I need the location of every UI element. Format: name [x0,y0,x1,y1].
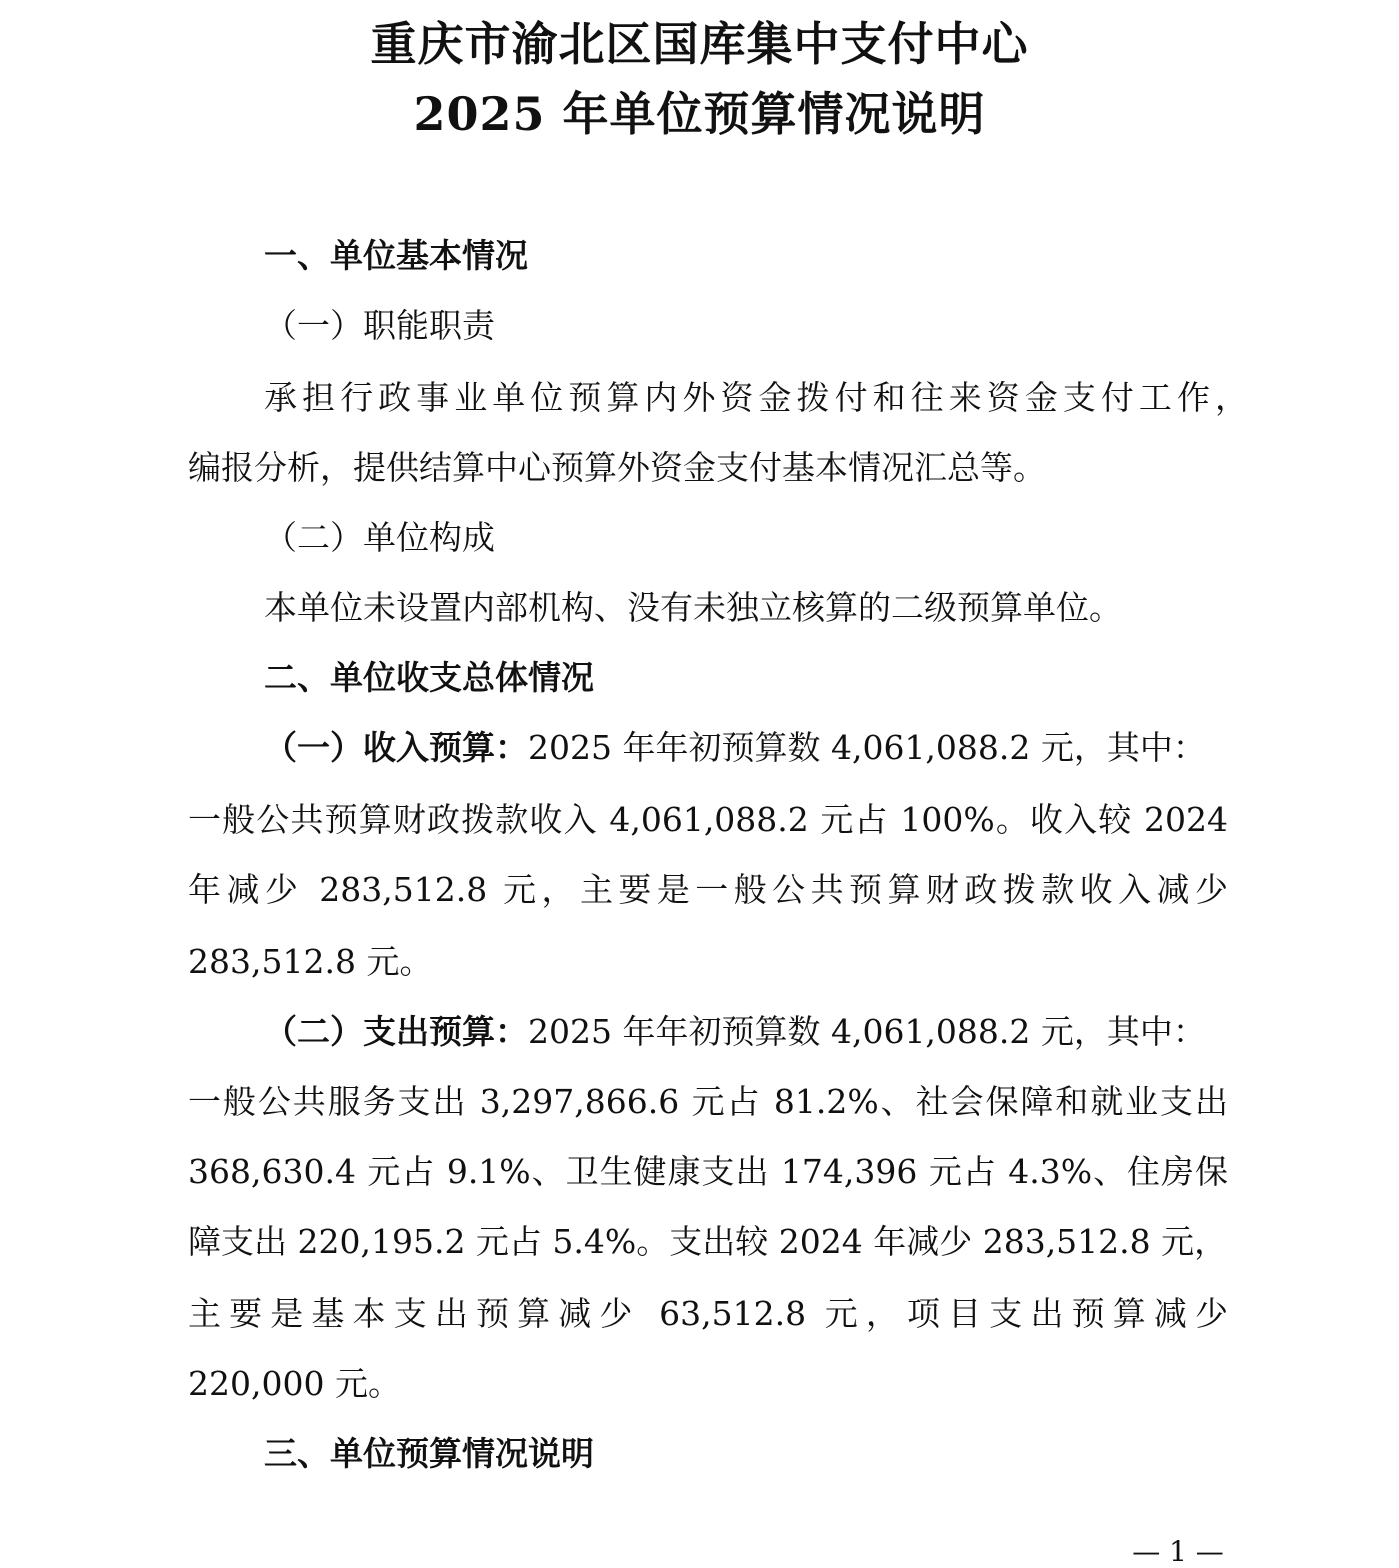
expense-line2: 一般公共服务支出 3,297,866.6 元占 81.2%、社会保障和就业支出 [188,1082,1228,1121]
income-line4: 283,512.8 元。 [188,942,433,981]
expense-line6: 220,000 元。 [188,1364,401,1403]
expense-line5: 主要是基本支出预算减少 63,512.8 元，项目支出预算减少 [188,1294,1228,1333]
income-label: （一）收入预算： [264,728,528,767]
expense-line1 [264,1012,1248,1052]
section3-heading: 三、单位预算情况说明 [264,1434,594,1473]
document-title-line1: 重庆市渝北区国库集中支付中心 [370,17,1029,71]
section1-sub2-heading: （二）单位构成 [264,518,495,557]
section1-heading: 一、单位基本情况 [264,236,528,275]
income-line2: 一般公共预算财政拨款收入 4,061,088.2 元占 100%。收入较 2024 [188,800,1228,839]
section1-sub1-line1: 承担行政事业单位预算内外资金拨付和往来资金支付工作， [264,378,1248,417]
income-line3: 年减少 283,512.8 元，主要是一般公共预算财政拨款收入减少 [188,870,1228,909]
expense-line1-text: 2025 年年初预算数 4,061,088.2 元，其中： [528,1012,1206,1051]
income-line1-text: 2025 年年初预算数 4,061,088.2 元，其中： [528,728,1206,767]
section2-heading: 二、单位收支总体情况 [264,658,594,697]
income-line1 [264,728,1248,768]
expense-line4: 障支出 220,195.2 元占 5.4%。支出较 2024 年减少 283,512.8 元， [188,1222,1228,1261]
section1-sub1-heading: （一）职能职责 [264,306,495,345]
section1-sub2-line1: 本单位未设置内部机构、没有未独立核算的二级预算单位。 [264,588,1122,627]
document-title-line2: 2025 年单位预算情况说明 [413,87,986,141]
expense-line3: 368,630.4 元占 9.1%、卫生健康支出 174,396 元占 4.3%、住房保 [188,1152,1228,1191]
expense-label: （二）支出预算： [264,1012,528,1051]
section1-sub1-line2: 编报分析，提供结算中心预算外资金支付基本情况汇总等。 [188,448,1046,487]
page-number: — 1 — [1132,1535,1224,1568]
